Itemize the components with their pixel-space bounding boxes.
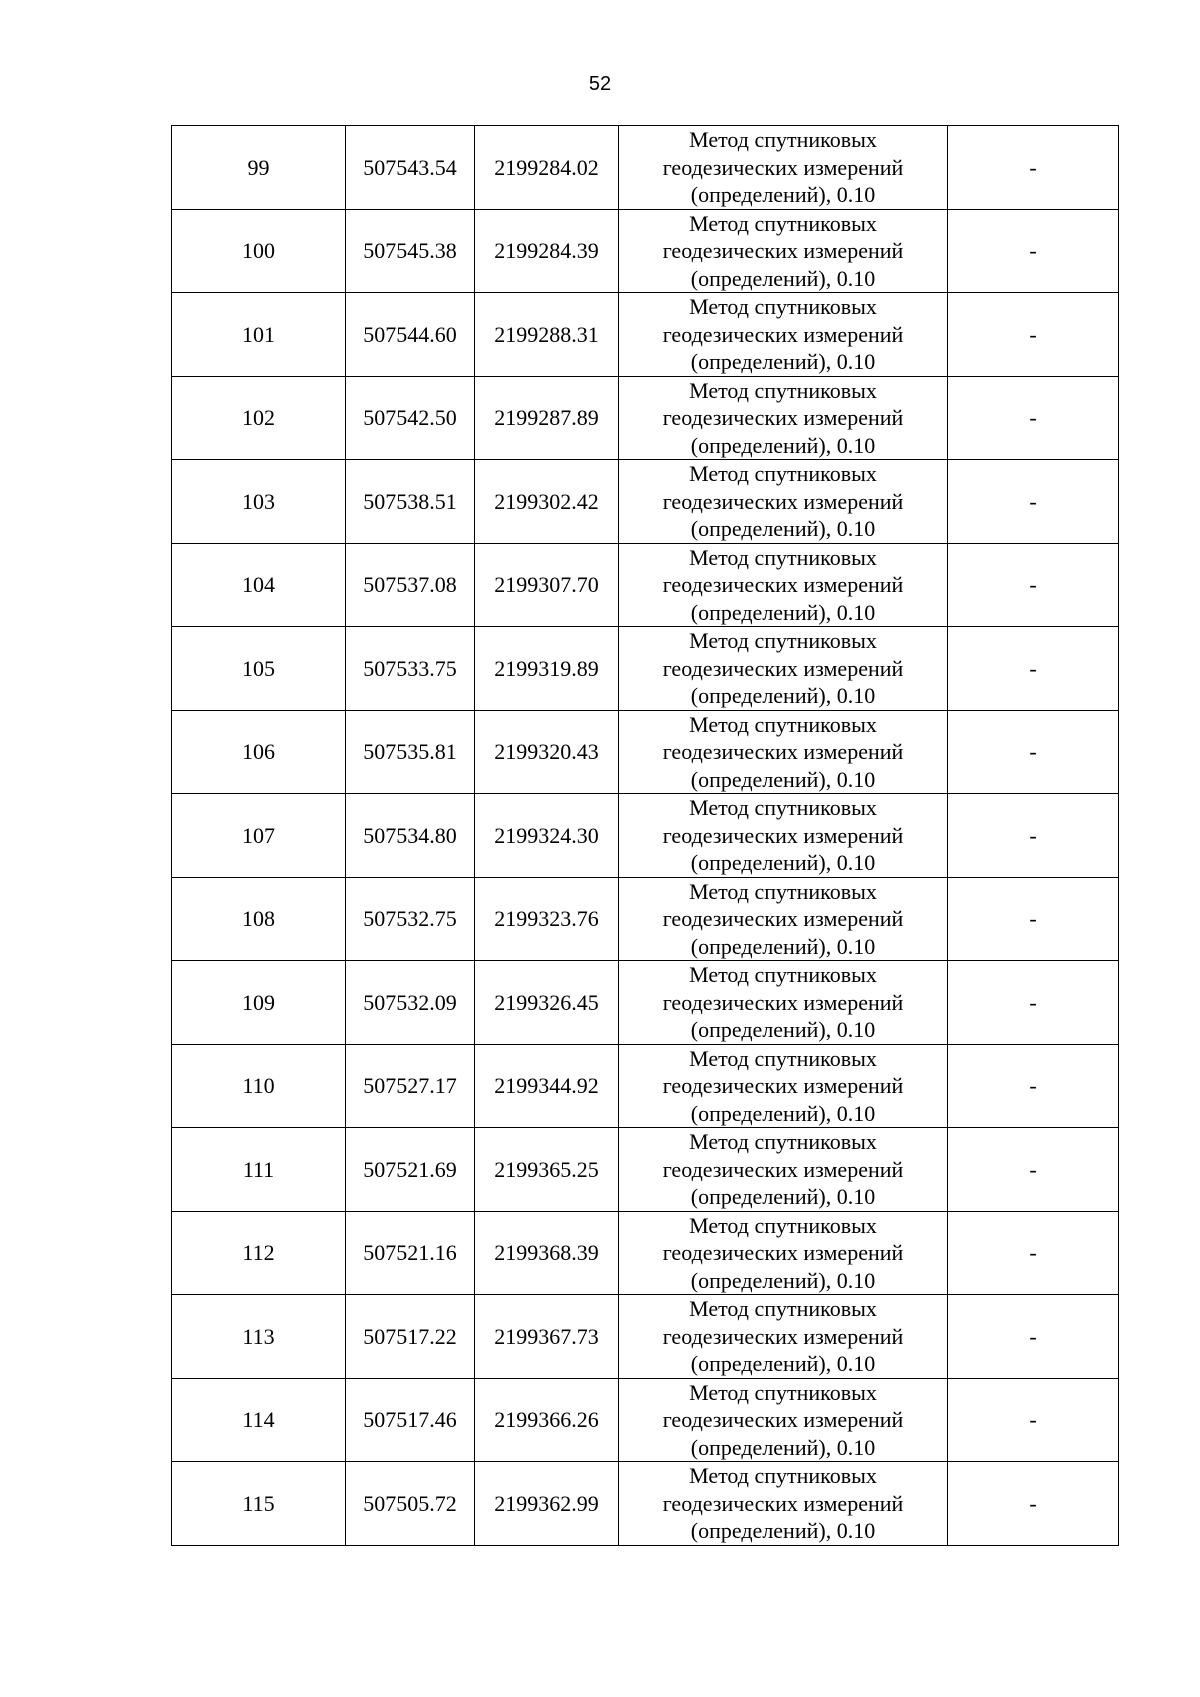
table-row bbox=[172, 126, 1119, 210]
table-row bbox=[172, 1295, 1119, 1379]
point-number-cell: 108 bbox=[172, 877, 346, 961]
method-text-line: геодезических измерений bbox=[662, 989, 904, 1015]
note-cell: - bbox=[948, 293, 1119, 377]
method-cell bbox=[619, 1378, 948, 1462]
method-cell bbox=[619, 1211, 948, 1295]
table-row bbox=[172, 293, 1119, 377]
table-row bbox=[172, 1044, 1119, 1128]
method-cell bbox=[619, 209, 948, 293]
y-coordinate-cell: 2199366.26 bbox=[475, 1378, 619, 1462]
x-coordinate-cell: 507537.08 bbox=[346, 543, 475, 627]
note-cell: - bbox=[948, 794, 1119, 878]
y-coordinate-cell: 2199284.02 bbox=[475, 126, 619, 210]
x-coordinate-cell: 507517.22 bbox=[346, 1295, 475, 1379]
method-cell bbox=[619, 794, 948, 878]
method-text-line: геодезических измерений bbox=[662, 154, 904, 180]
point-number-cell: 105 bbox=[172, 627, 346, 711]
method-text-line: Метод спутниковых bbox=[689, 544, 877, 570]
x-coordinate-cell: 507543.54 bbox=[346, 126, 475, 210]
note-cell: - bbox=[948, 1044, 1119, 1128]
point-number-cell: 111 bbox=[172, 1128, 346, 1212]
method-text-line: Метод спутниковых bbox=[689, 1129, 877, 1154]
method-text-line: (определений), 0.10 bbox=[690, 1184, 876, 1209]
method-cell bbox=[619, 1044, 948, 1128]
y-coordinate-cell: 2199323.76 bbox=[475, 877, 619, 961]
table-row bbox=[172, 794, 1119, 878]
method-text-line: Метод спутниковых bbox=[689, 377, 877, 403]
y-coordinate-cell: 2199288.31 bbox=[475, 293, 619, 377]
x-coordinate-cell: 507542.50 bbox=[346, 376, 475, 460]
method-text-line: Метод спутниковых bbox=[689, 1379, 877, 1405]
note-cell: - bbox=[948, 961, 1119, 1045]
method-text-line: (определений), 0.10 bbox=[690, 1100, 876, 1126]
x-coordinate-cell: 507527.17 bbox=[346, 1044, 475, 1128]
table-row bbox=[172, 961, 1119, 1045]
y-coordinate-cell: 2199287.89 bbox=[475, 376, 619, 460]
coordinates-table bbox=[171, 125, 1119, 1546]
y-coordinate-cell: 2199362.99 bbox=[475, 1462, 619, 1546]
y-coordinate-cell: 2199284.39 bbox=[475, 209, 619, 293]
note-cell: - bbox=[948, 1211, 1119, 1295]
method-cell bbox=[619, 376, 948, 460]
method-text-line: геодезических измерений bbox=[662, 1073, 904, 1098]
method-text-line: Метод спутниковых bbox=[689, 294, 877, 319]
method-text-line: (определений), 0.10 bbox=[690, 683, 876, 708]
method-text-line: (определений), 0.10 bbox=[690, 432, 876, 458]
y-coordinate-cell: 2199319.89 bbox=[475, 627, 619, 711]
method-text-line: (определений), 0.10 bbox=[690, 349, 876, 374]
table-row bbox=[172, 1211, 1119, 1295]
x-coordinate-cell: 507533.75 bbox=[346, 627, 475, 711]
x-coordinate-cell: 507535.81 bbox=[346, 710, 475, 794]
y-coordinate-cell: 2199320.43 bbox=[475, 710, 619, 794]
y-coordinate-cell: 2199344.92 bbox=[475, 1044, 619, 1128]
method-text-line: геодезических измерений bbox=[662, 1156, 904, 1182]
method-text-line: геодезических измерений bbox=[662, 238, 904, 263]
method-text-line: геодезических измерений bbox=[662, 822, 904, 848]
method-text-line: Метод спутниковых bbox=[689, 1045, 877, 1071]
point-number-cell: 113 bbox=[172, 1295, 346, 1379]
note-cell: - bbox=[948, 460, 1119, 544]
method-text-line: Метод спутниковых bbox=[689, 962, 877, 987]
y-coordinate-cell: 2199302.42 bbox=[475, 460, 619, 544]
method-text-line: геодезических измерений bbox=[662, 655, 904, 681]
method-cell bbox=[619, 1295, 948, 1379]
method-text-line: геодезических измерений bbox=[662, 1323, 904, 1349]
point-number-cell: 107 bbox=[172, 794, 346, 878]
method-text-line: геодезических измерений bbox=[662, 1240, 904, 1265]
method-text-line: (определений), 0.10 bbox=[690, 850, 876, 875]
table-row bbox=[172, 376, 1119, 460]
point-number-cell: 106 bbox=[172, 710, 346, 794]
page-number: 52 bbox=[588, 73, 612, 95]
method-text-line: Метод спутниковых bbox=[689, 210, 877, 236]
point-number-cell: 109 bbox=[172, 961, 346, 1045]
method-text-line: (определений), 0.10 bbox=[690, 766, 876, 792]
x-coordinate-cell: 507505.72 bbox=[346, 1462, 475, 1546]
y-coordinate-cell: 2199368.39 bbox=[475, 1211, 619, 1295]
method-text-line: (определений), 0.10 bbox=[690, 933, 876, 959]
method-text-line: (определений), 0.10 bbox=[690, 1351, 876, 1376]
note-cell: - bbox=[948, 543, 1119, 627]
method-text-line: Метод спутниковых bbox=[689, 127, 877, 152]
point-number-cell: 102 bbox=[172, 376, 346, 460]
table-row bbox=[172, 1128, 1119, 1212]
method-text-line: (определений), 0.10 bbox=[690, 1267, 876, 1293]
method-text-line: геодезических измерений bbox=[662, 1407, 904, 1432]
table-row bbox=[172, 877, 1119, 961]
note-cell: - bbox=[948, 710, 1119, 794]
table-row bbox=[172, 627, 1119, 711]
method-text-line: геодезических измерений bbox=[662, 405, 904, 430]
method-cell bbox=[619, 710, 948, 794]
x-coordinate-cell: 507532.75 bbox=[346, 877, 475, 961]
method-text-line: Метод спутниковых bbox=[689, 628, 877, 653]
table-row bbox=[172, 710, 1119, 794]
point-number-cell: 112 bbox=[172, 1211, 346, 1295]
note-cell: - bbox=[948, 1378, 1119, 1462]
x-coordinate-cell: 507544.60 bbox=[346, 293, 475, 377]
method-text-line: геодезических измерений bbox=[662, 321, 904, 347]
method-text-line: (определений), 0.10 bbox=[690, 1434, 876, 1460]
method-text-line: Метод спутниковых bbox=[689, 461, 877, 486]
method-text-line: (определений), 0.10 bbox=[690, 1017, 876, 1042]
method-text-line: геодезических измерений bbox=[662, 906, 904, 931]
y-coordinate-cell: 2199326.45 bbox=[475, 961, 619, 1045]
point-number-cell: 104 bbox=[172, 543, 346, 627]
method-text-line: Метод спутниковых bbox=[689, 1212, 877, 1238]
method-text-line: (определений), 0.10 bbox=[690, 265, 876, 291]
method-text-line: Метод спутниковых bbox=[689, 878, 877, 904]
table-row bbox=[172, 1378, 1119, 1462]
method-cell bbox=[619, 877, 948, 961]
note-cell: - bbox=[948, 627, 1119, 711]
note-cell: - bbox=[948, 1128, 1119, 1212]
x-coordinate-cell: 507532.09 bbox=[346, 961, 475, 1045]
y-coordinate-cell: 2199365.25 bbox=[475, 1128, 619, 1212]
method-text-line: (определений), 0.10 bbox=[690, 182, 876, 207]
y-coordinate-cell: 2199307.70 bbox=[475, 543, 619, 627]
method-text-line: Метод спутниковых bbox=[689, 1463, 877, 1488]
method-cell bbox=[619, 627, 948, 711]
x-coordinate-cell: 507521.16 bbox=[346, 1211, 475, 1295]
y-coordinate-cell: 2199367.73 bbox=[475, 1295, 619, 1379]
table-row bbox=[172, 543, 1119, 627]
method-cell bbox=[619, 1128, 948, 1212]
method-cell bbox=[619, 293, 948, 377]
method-text-line: геодезических измерений bbox=[662, 488, 904, 514]
method-text-line: (определений), 0.10 bbox=[690, 599, 876, 625]
point-number-cell: 110 bbox=[172, 1044, 346, 1128]
method-cell bbox=[619, 1462, 948, 1546]
note-cell: - bbox=[948, 1295, 1119, 1379]
table-row bbox=[172, 209, 1119, 293]
method-cell bbox=[619, 460, 948, 544]
point-number-cell: 114 bbox=[172, 1378, 346, 1462]
point-number-cell: 101 bbox=[172, 293, 346, 377]
x-coordinate-cell: 507545.38 bbox=[346, 209, 475, 293]
table-row bbox=[172, 460, 1119, 544]
note-cell: - bbox=[948, 126, 1119, 210]
method-text-line: (определений), 0.10 bbox=[690, 1518, 876, 1543]
point-number-cell: 103 bbox=[172, 460, 346, 544]
method-cell bbox=[619, 961, 948, 1045]
note-cell: - bbox=[948, 1462, 1119, 1546]
method-text-line: геодезических измерений bbox=[662, 1490, 904, 1516]
method-text-line: геодезических измерений bbox=[662, 572, 904, 597]
x-coordinate-cell: 507521.69 bbox=[346, 1128, 475, 1212]
y-coordinate-cell: 2199324.30 bbox=[475, 794, 619, 878]
point-number-cell: 99 bbox=[172, 126, 346, 210]
note-cell: - bbox=[948, 209, 1119, 293]
x-coordinate-cell: 507517.46 bbox=[346, 1378, 475, 1462]
point-number-cell: 115 bbox=[172, 1462, 346, 1546]
point-number-cell: 100 bbox=[172, 209, 346, 293]
method-text-line: геодезических измерений bbox=[662, 739, 904, 764]
note-cell: - bbox=[948, 376, 1119, 460]
x-coordinate-cell: 507538.51 bbox=[346, 460, 475, 544]
method-cell bbox=[619, 543, 948, 627]
method-text-line: (определений), 0.10 bbox=[690, 516, 876, 541]
note-cell: - bbox=[948, 877, 1119, 961]
method-text-line: Метод спутниковых bbox=[689, 795, 877, 820]
method-text-line: Метод спутниковых bbox=[689, 1296, 877, 1321]
method-cell bbox=[619, 126, 948, 210]
method-text-line: Метод спутниковых bbox=[689, 711, 877, 737]
coordinates-table-body bbox=[172, 126, 1119, 1546]
table-row bbox=[172, 1462, 1119, 1546]
x-coordinate-cell: 507534.80 bbox=[346, 794, 475, 878]
